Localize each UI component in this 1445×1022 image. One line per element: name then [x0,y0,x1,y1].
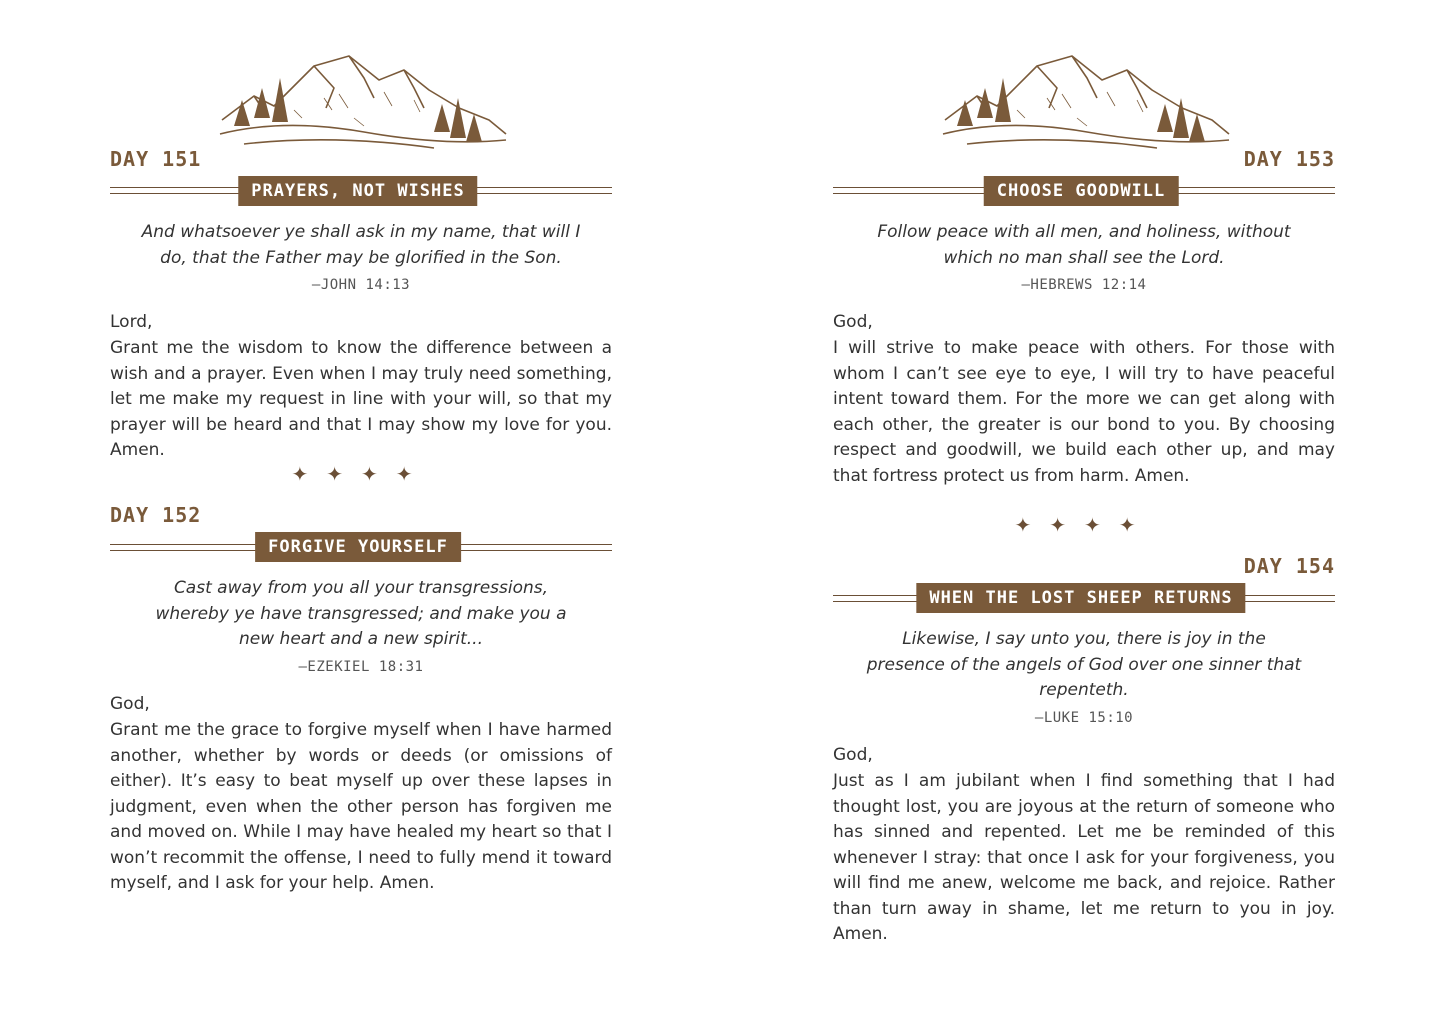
verse-citation: –EZEKIEL 18:31 [298,659,424,675]
verse-citation: –LUKE 15:10 [1034,710,1134,726]
day-label: DAY 153 [1243,147,1335,171]
verse-citation: –HEBREWS 12:14 [1021,277,1147,293]
day-label: DAY 154 [1243,554,1335,578]
star-divider-icon: ✦✦✦✦ [1014,513,1154,537]
prayer-greeting: God, [833,745,873,765]
entry-title: WHEN THE LOST SHEEP RETURNS [916,583,1245,613]
day-label: DAY 151 [110,147,202,171]
verse-citation: –JOHN 14:13 [311,277,411,293]
prayer-body: Grant me the grace to forgive myself when I have harmed another, whether by words or deeds (or omissions of either). It’s easy to beat myself up over these lapses in judgment, even when the other person has forgiven me and moved on. While I may have healed my heart so that I won’t recommit the offense, I need to fully mend it toward myself, and I ask for your help. Amen. [110,720,612,893]
verse-quote: And whatsoever ye shall ask in my name, that will I do, that the Father may be glorified in the Son. [141,222,581,268]
prayer-body: Grant me the wisdom to know the difference between a wish and a prayer. Even when I may truly need something, let me make my request in line with your will, so that my prayer will be heard and that I may show my love for you. Amen. [110,338,612,460]
star-divider-icon: ✦✦✦✦ [291,462,431,486]
entry-title: CHOOSE GOODWILL [984,176,1179,206]
prayer-body: I will strive to make peace with others. For those with whom I can’t see eye to eye, I will try to have peaceful intent toward them. For the more we can get along with each other, the greater is our bond to you. By choosing respect and goodwill, we build each other up, and may that fortress protect us from harm. Amen. [833,338,1335,486]
mountain-landscape-icon [214,48,514,156]
verse-quote: Likewise, I say unto you, there is joy in the presence of the angels of God over one sinner that repenteth. [866,629,1302,700]
mountain-landscape-icon [937,48,1237,156]
day-label: DAY 152 [110,503,202,527]
prayer-greeting: God, [833,312,873,332]
left-page [110,0,612,1022]
entry-title: PRAYERS, NOT WISHES [238,176,477,206]
prayer-greeting: Lord, [110,312,153,332]
prayer-body: Just as I am jubilant when I find something that I had thought lost, you are joyous at the return of someone who has sinned and repented. Let me be reminded of this whenever I stray: that once I ask for your forgiveness, you will find me anew, welcome me back, and rejoice. Rather than turn away in shame, let me return to you in joy. Amen. [833,771,1335,944]
right-page [833,0,1335,1022]
entry-title: FORGIVE YOURSELF [255,532,461,562]
verse-quote: Follow peace with all men, and holiness, without which no man shall see the Lord. [877,222,1291,268]
verse-quote: Cast away from you all your transgressions, whereby ye have transgressed; and make you a new heart and a new spirit... [155,578,567,649]
prayer-greeting: God, [110,694,150,714]
